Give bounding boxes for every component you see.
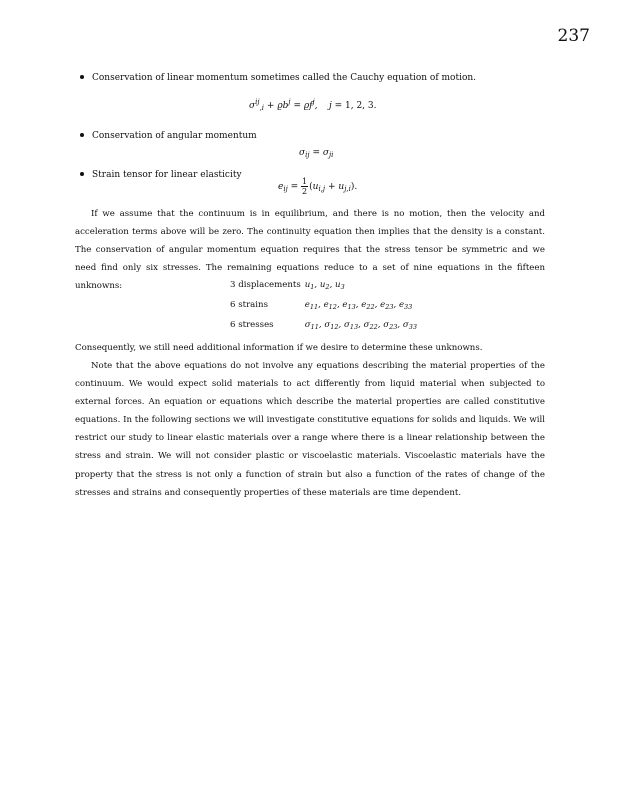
- unknowns-row-displacements: [230, 280, 345, 290]
- bullet-dot-icon: [80, 133, 84, 137]
- equation-strain: $e_{ij}$ = $\frac{1}{2}$ $(u_{i,j} + u_{j,i})$.: [278, 177, 358, 196]
- unknowns-label: 6 stresses: [230, 320, 274, 330]
- bullet-text: Conservation of linear momentum sometimes called the Cauchy equation of motion.: [92, 73, 477, 83]
- bullet-dot-icon: [80, 75, 84, 79]
- bullet-strain-tensor: [80, 169, 242, 181]
- paragraph-text: Note that the above equations do not involve any equations describing the material properties of the continuum. We would expect solid materials to act differently from liquid material when subjected to external forces. An equation or equations which describe the material properties are called constitutive equations. In the following sections we will investigate constitutive equations for solids and liquids. We will restrict our study to linear elastic materials over a range where there is a linear relationship between the stress and strain. We will not consider plastic or viscoelastic materials. Viscoelastic materials have the property that the stress is not only a function of strain but also a function of the rates of change of the stresses and strains and consequently properties of these materials are time dependent.: [75, 361, 545, 498]
- unknowns-label: 3 displacements: [230, 280, 301, 290]
- equation-symmetry: $\sigma_{ij} = \sigma_{ji}$: [299, 148, 334, 159]
- unknowns-symbols: $u_1$, $u_2$, $u_3$: [304, 280, 345, 291]
- paragraph-constitutive: [75, 357, 545, 502]
- equation-cauchy: $\sigma^{ij}_{,i} + ϱb^j = ϱf^j$, j = 1, 2, 3.: [249, 98, 377, 112]
- paragraph-consequently: [75, 339, 545, 357]
- bullet-linear-momentum: [80, 72, 476, 84]
- unknowns-label: 6 strains: [230, 300, 268, 310]
- unknowns-row-stresses: [230, 320, 417, 330]
- unknowns-symbols: $e_{11}$, $e_{12}$, $e_{13}$, $e_{22}$, $e_{23}$, $e_{33}$: [304, 300, 413, 311]
- bullet-text: Strain tensor for linear elasticity: [92, 170, 242, 180]
- paragraph-text: Consequently, we still need additional information if we desire to determine these unknowns.: [75, 343, 483, 353]
- bullet-text: Conservation of angular momentum: [92, 131, 257, 141]
- paragraph-text: If we assume that the continuum is in equilibrium, and there is no motion, then the velocity and acceleration terms above will be zero. The continuity equation then implies that the density is a constant. The conservation of angular momentum equation requires that the stress tensor be symmetric and we need find only six stresses. The remaining equations reduce to a set of nine equations in the fifteen unknowns:: [75, 209, 545, 292]
- bullet-dot-icon: [80, 172, 84, 176]
- unknowns-symbols: $\sigma_{11}$, $\sigma_{12}$, $\sigma_{13}$, $\sigma_{22}$, $\sigma_{23}$, $\sigma_{33}$: [304, 320, 418, 331]
- page-number: 237: [557, 26, 590, 46]
- unknowns-row-strains: [230, 300, 412, 310]
- bullet-angular-momentum: [80, 130, 257, 142]
